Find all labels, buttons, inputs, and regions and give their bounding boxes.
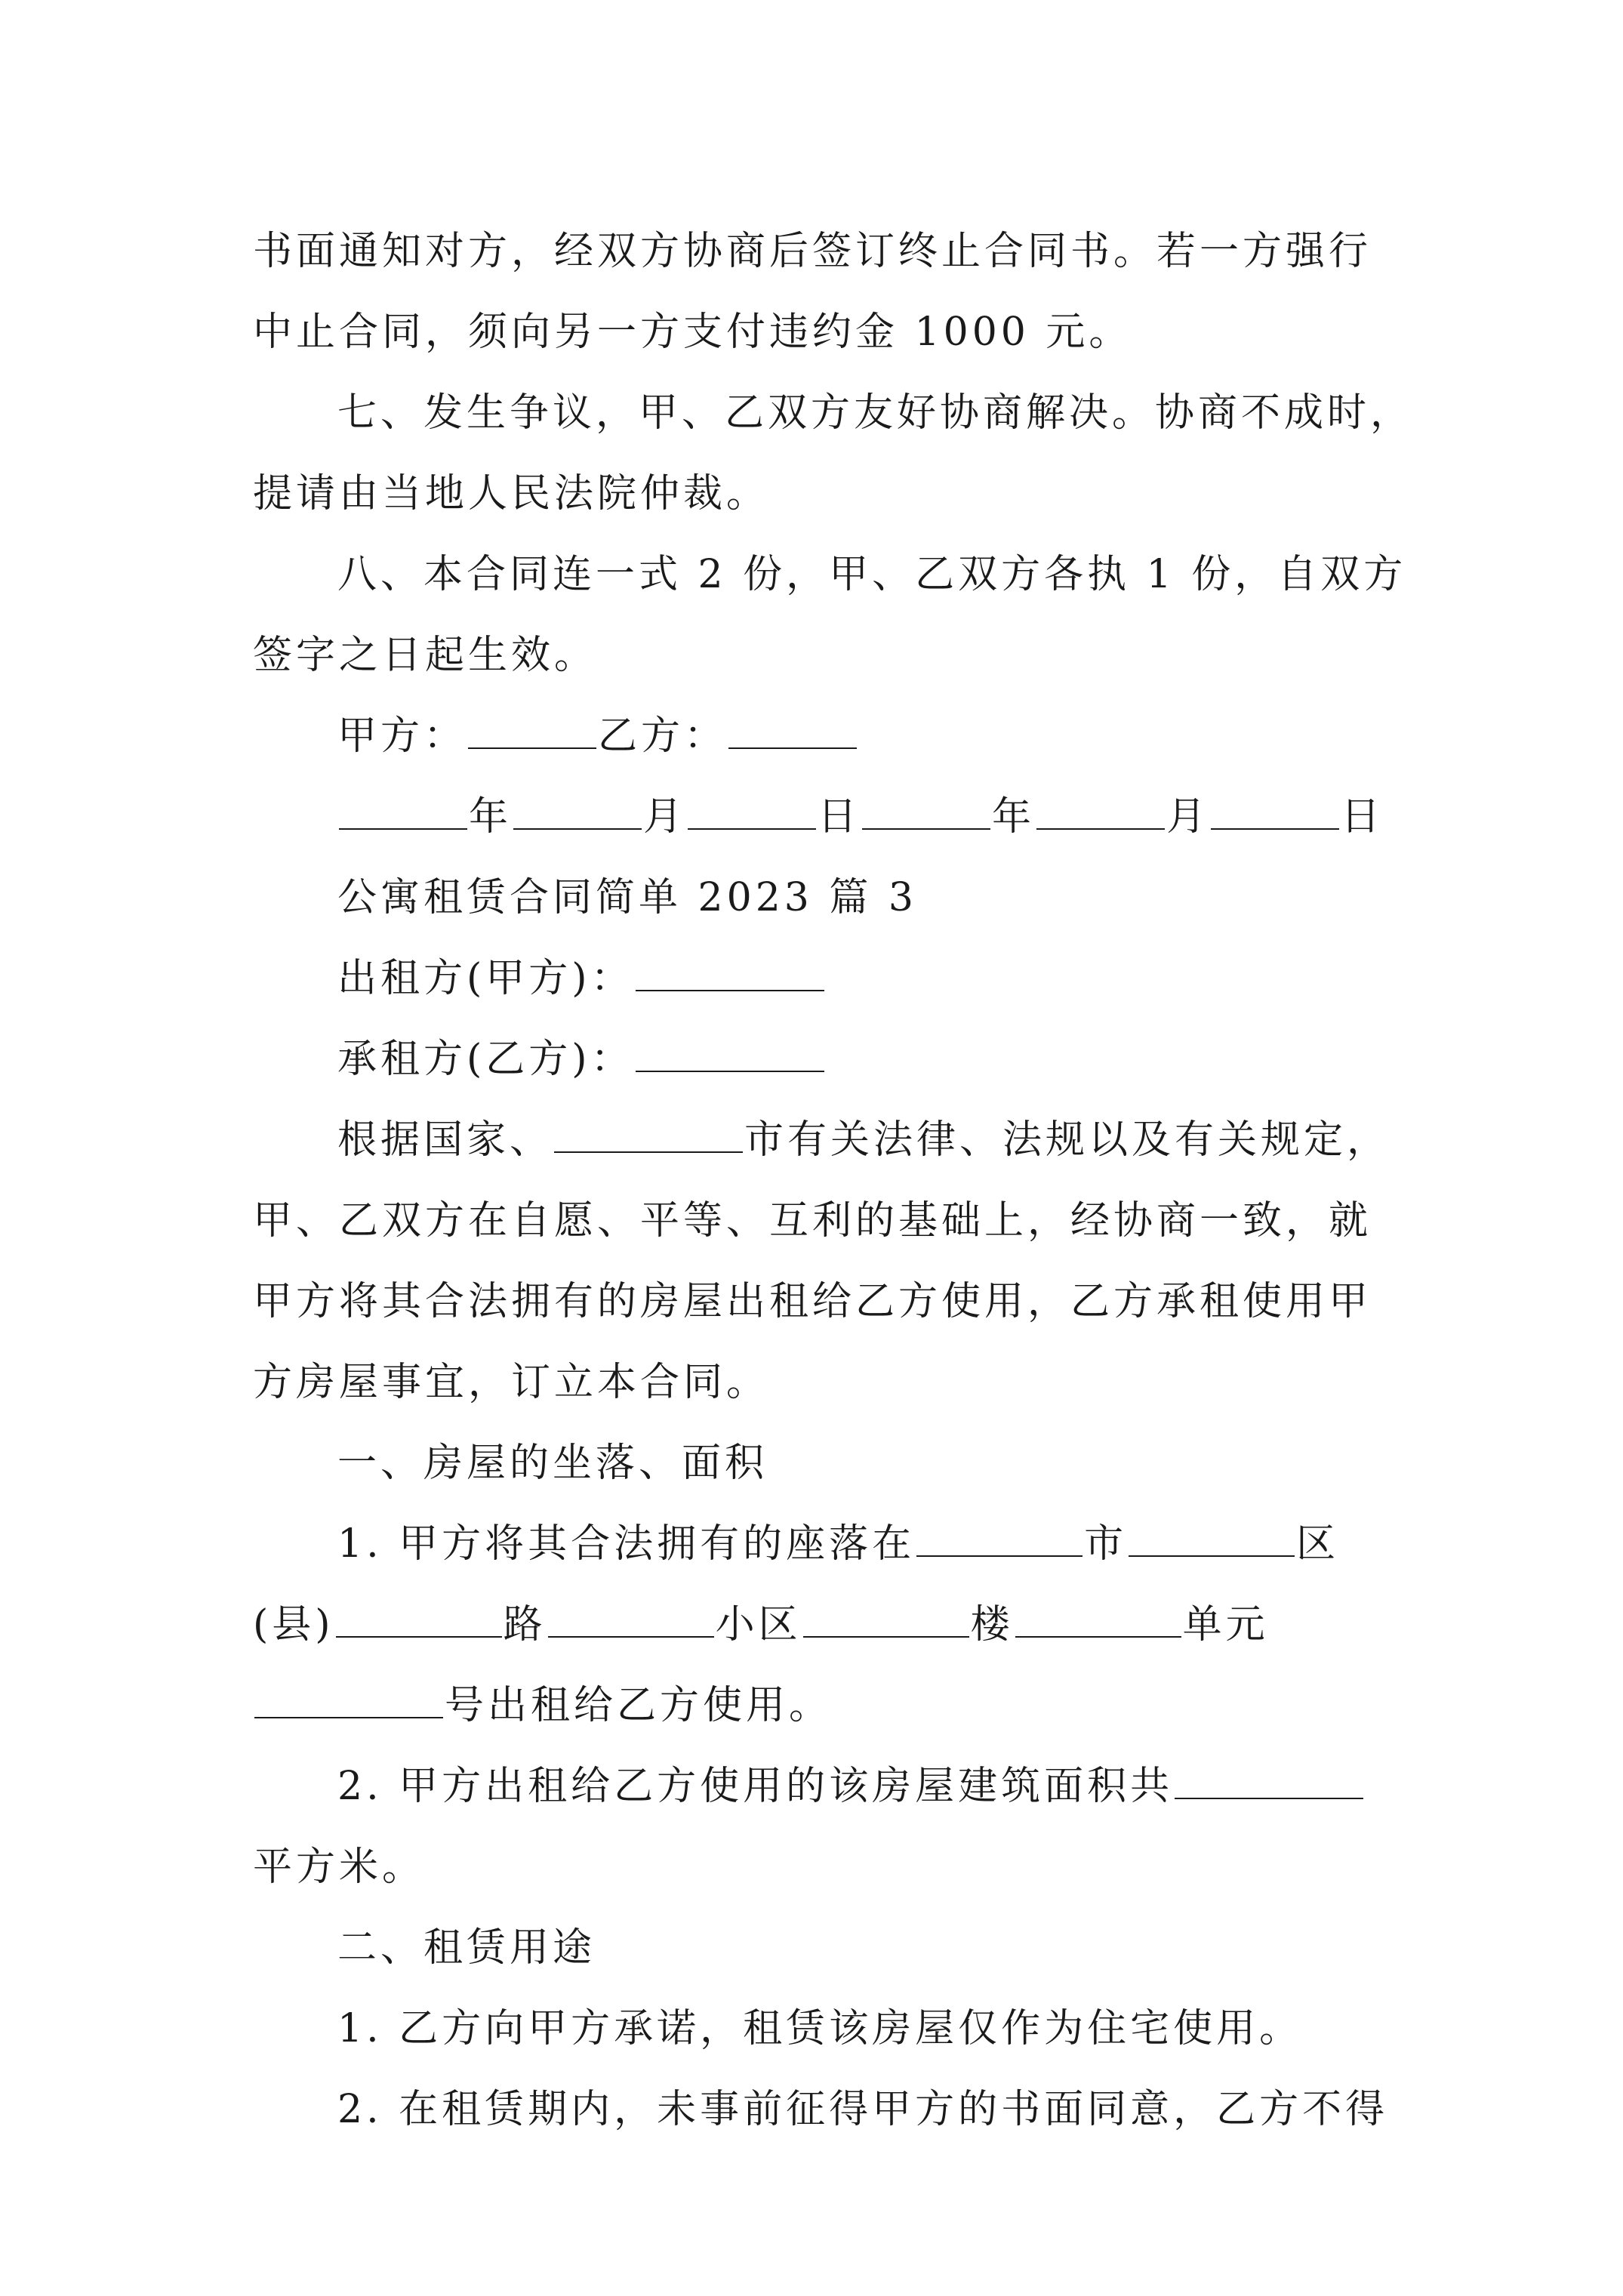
- clause-text: 单元: [1182, 1602, 1269, 1647]
- lessee-blank: [636, 1024, 824, 1072]
- date-blank: [862, 781, 990, 830]
- section-title: 公寓租赁合同简单 2023 篇 3: [337, 875, 918, 920]
- party-a-blank: [468, 701, 596, 749]
- district-blank: [1129, 1509, 1295, 1557]
- clause-2-1: 1. 乙方向甲方承诺，租赁该房屋仅作为住宅使用。: [337, 2006, 1303, 2051]
- intro-line: 甲、乙双方在自愿、平等、互利的基础上，经协商一致，就: [253, 1198, 1372, 1244]
- clause-2-2: 2. 在租赁期内，未事前征得甲方的书面同意，乙方不得: [337, 2087, 1389, 2132]
- date-blank: [1036, 781, 1165, 830]
- month-label: 月: [643, 794, 687, 840]
- city-blank: [554, 1105, 743, 1153]
- intro-text: 根据国家、: [337, 1117, 553, 1163]
- clause-1-1-line: [253, 1504, 1385, 1585]
- intro-line: 甲方将其合法拥有的房屋出租给乙方使用，乙方承租使用甲: [253, 1279, 1372, 1324]
- date-blank: [1211, 781, 1339, 830]
- lessor-label: 出租方(甲方)：: [337, 956, 634, 1001]
- paragraph-line: 签字之日起生效。: [253, 633, 598, 678]
- month-label: 月: [1166, 794, 1210, 840]
- building-blank: [803, 1589, 969, 1638]
- date-line: [253, 777, 1385, 858]
- paragraph-line: 中止合同，须向另一方支付违约金 1000 元。: [253, 310, 1132, 355]
- clause-text: (县): [253, 1602, 334, 1647]
- document-page: [253, 211, 1414, 2150]
- date-blank: [513, 781, 642, 830]
- clause-1-1-line: [253, 1666, 1385, 1746]
- date-blank: [688, 781, 816, 830]
- clause-1-1-line: [253, 1585, 1385, 1666]
- date-blank: [339, 781, 467, 830]
- clause-text: 市: [1084, 1521, 1128, 1567]
- clause-text: 路: [503, 1602, 547, 1647]
- signature-line: [253, 696, 1385, 777]
- year-label: 年: [469, 794, 513, 840]
- city-blank: [916, 1509, 1083, 1557]
- intro-text: 市有关法律、法规以及有关规定，: [744, 1117, 1390, 1163]
- clause-text: 楼: [970, 1602, 1014, 1647]
- clause-text: 号出租给乙方使用。: [445, 1683, 833, 1728]
- paragraph-line: 七、发生争议，甲、乙双方友好协商解决。协商不成时，: [337, 390, 1414, 436]
- lessee-line: [253, 1019, 1385, 1100]
- heading-location-area: 一、房屋的坐落、面积: [337, 1441, 768, 1486]
- party-b-blank: [728, 701, 857, 749]
- lessor-blank: [636, 943, 824, 991]
- lessee-label: 承租方(乙方)：: [337, 1037, 634, 1082]
- paragraph-line: 提请由当地人民法院仲裁。: [253, 471, 770, 516]
- intro-line: [253, 1100, 1390, 1181]
- unit-blank: [1015, 1589, 1181, 1638]
- party-a-label: 甲方：: [337, 713, 467, 759]
- clause-text: 区: [1296, 1521, 1340, 1567]
- day-label: 日: [818, 794, 861, 840]
- clause-text: 小区: [715, 1602, 802, 1647]
- lessor-line: [253, 938, 1385, 1019]
- clause-text: 1. 甲方将其合法拥有的座落在: [337, 1521, 916, 1567]
- area-blank: [1175, 1751, 1363, 1799]
- road-blank: [336, 1589, 502, 1638]
- paragraph-line: 书面通知对方，经双方协商后签订终止合同书。若一方强行: [253, 229, 1372, 274]
- year-label: 年: [992, 794, 1036, 840]
- paragraph-line: 八、本合同连一式 2 份，甲、乙双方各执 1 份，自双方: [337, 552, 1407, 597]
- day-label: 日: [1341, 794, 1384, 840]
- community-blank: [548, 1589, 714, 1638]
- party-b-label: 乙方：: [598, 713, 728, 759]
- clause-1-2-line: 平方米。: [253, 1845, 426, 1890]
- intro-line: 方房屋事宜，订立本合同。: [253, 1360, 770, 1405]
- clause-1-2-line: [253, 1746, 1385, 1827]
- heading-rental-purpose: 二、租赁用途: [337, 1925, 596, 1971]
- clause-text: 2. 甲方出租给乙方使用的该房屋建筑面积共: [337, 1764, 1174, 1809]
- number-blank: [254, 1670, 443, 1718]
